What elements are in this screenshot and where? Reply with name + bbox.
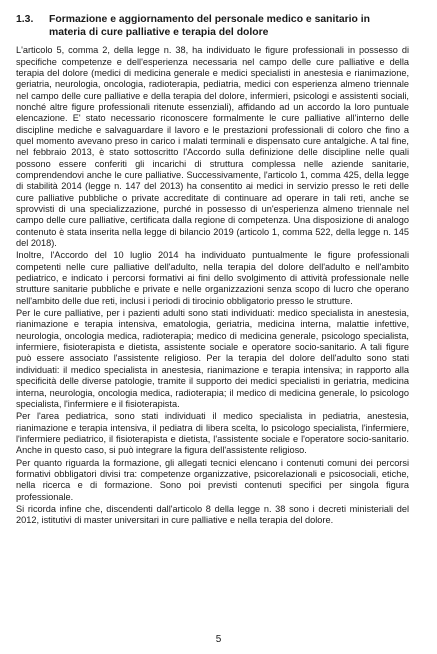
paragraph-5: Per quanto riguarda la formazione, gli allegati tecnici elencano i contenuti comuni dei percorsi formativi obbligatori divisi tra: competenze organizzative, psicorelazionali e psicosociali, etiche, nella ricerca e di formazione. Sono poi previsti contenuti specifici per singola figura professionale. [16,457,409,502]
section-title: Formazione e aggiornamento del personale medico e sanitario in materia di cure palliative e terapia del dolore [49,14,371,38]
paragraph-1: L'articolo 5, comma 2, della legge n. 38, ha individuato le figure professionali in possesso di specifiche competenze e dell'esperienza necessaria nel campo delle cure palliative e della terapia del dolore (medici di medicina generale e medici specialisti in anestesia e rianimazione, geriatria, neurologia, oncologia, radioterapia, pediatria, medici con esperienza almeno triennale nel campo delle cure palliative e della terapia del dolore, infermieri, psicologi e assistenti sociali, nonché altre figure professionali ritenute essenziali), affidando ad un accordo la loro puntuale elencazione. E' stato necessario riconoscere formalmente le cure palliative all'interno delle discipline mediche e salvaguardare il lavoro e le prestazioni professionali di coloro che fino a quel momento avevano preso in carico i malati terminali e dispensato cure antalgiche. A tal fine, nel febbraio 2013, è stato sottoscritto l'Accordo sulla definizione delle discipline nelle quali possono essere conferiti gli incarichi di struttura complessa nelle aziende sanitarie, comprendendovi anche le cure palliative. Successivamente, l'articolo 1, comma 425, della legge di stabilità 2014 (legge n. 147 del 2013) ha consentito ai medici in servizio presso le reti delle cure palliative pubbliche o private accreditate di continuare ad operare in tali reti, anche se sprovvisti di una specializzazione, purché in possesso di un'esperienza almeno triennale nel campo delle cure palliative, certificata dalla regione di competenza. Una disposizione di analogo contenuto è stata inserita nella legge di bilancio 2019 (articolo 1, comma 522, della legge n. 145 del 2018). [16,45,409,249]
paragraph-4: Per l'area pediatrica, sono stati individuati il medico specialista in pediatria, anestesia, rianimazione e terapia intensiva, il pediatra di libera scelta, lo psicologo specialista, l'infermiere, l'infermiere pediatrico, il fisioterapista e dietista, l'assistente sociale e l'operatore socio-sanitario. Anche in questo caso, si può integrare la figura dell'assistente religioso. [16,411,409,456]
section-heading [16,14,409,39]
paragraph-6: Si ricorda infine che, discendenti dall'articolo 8 della legge n. 38 sono i decreti ministeriali del 2012, istitutivi di master universitari in cure palliative e nella terapia del dolore. [16,503,409,526]
body-text [16,45,409,526]
paragraph-3: Per le cure palliative, per i pazienti adulti sono stati individuati: medico specialista in anestesia, rianimazione e terapia intensiva, ematologia, geriatria, medicina interna, malattie infettive, neurologia, oncologia medica, radioterapia; medico di medicina generale, psicologo specialista, infermiere, fisioterapista e dietista, assistente sociale e operatore socio-sanitario. A tali figure può essere associato l'assistente religioso. Per la terapia del dolore dell'adulto sono stati individuati: il medico specialista in anestesia, rianimazione e terapia intensiva; in rapporto alla specificità delle diverse patologie, tramite il supporto dei medici specialisti in geriatria, medicina interna, neurologia, oncologia medica, radioterapia; il medico di medicina generale, lo psicologo specialista, l'infermiere e il fisioterapista. [16,308,409,409]
paragraph-2: Inoltre, l'Accordo del 10 luglio 2014 ha individuato puntualmente le figure professionali competenti nelle cure palliative dell'adulto, nella terapia del dolore dell'adulto e nell'ambito pediatrico, e indicato i percorsi formativi ai fini dello svolgimento di attività professionale nelle strutture sanitarie pubbliche e private e nelle organizzazioni senza scopo di lucro che operano nell'ambito delle due reti, inclusi i periodi di tirocinio obbligatorio presso le strutture. [16,250,409,306]
page-number: 5 [215,634,222,645]
section-number: 1.3. [16,14,34,25]
